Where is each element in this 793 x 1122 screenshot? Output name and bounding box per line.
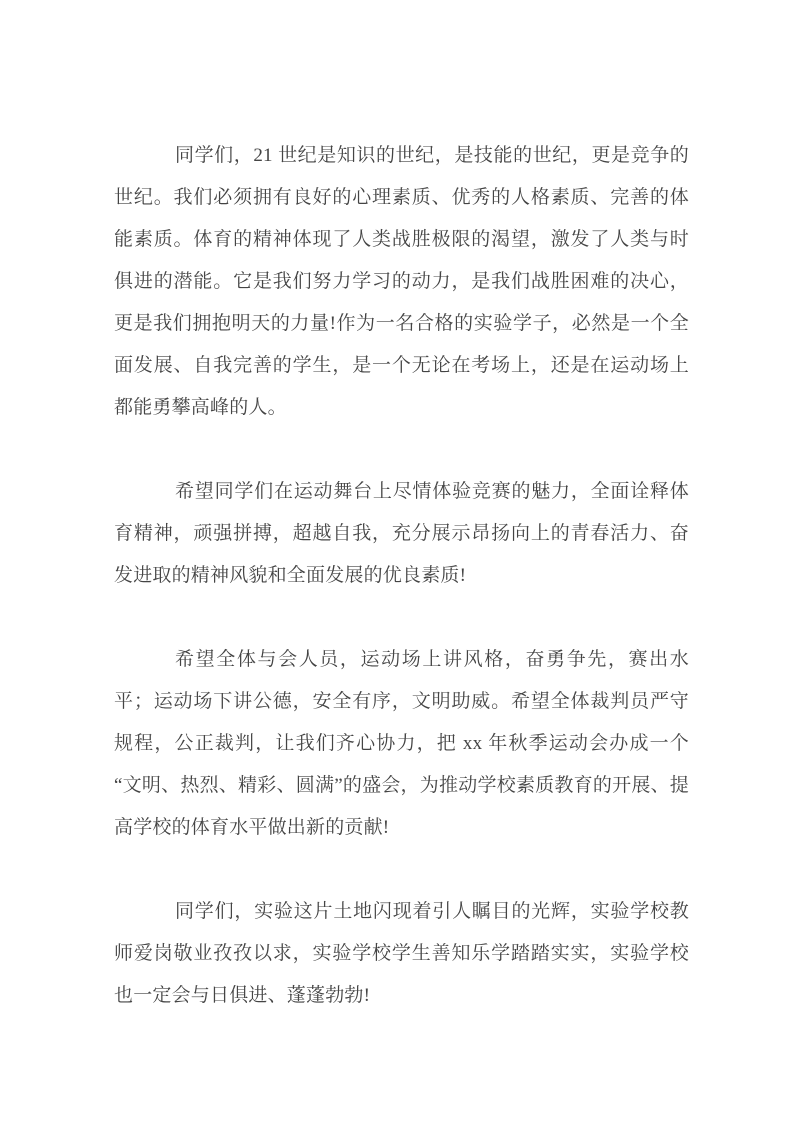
paragraph-4: 同学们，实验这片土地闪现着引人瞩目的光辉，实验学校教师爱岗敬业孜孜以求，实验学校学生善知乐学踏踏实实，实验学校也一定会与日俱进、蓬蓬勃勃! bbox=[114, 901, 689, 1006]
paragraph-1: 同学们，21 世纪是知识的世纪，是技能的世纪，更是竞争的世纪。我们必须拥有良好的心理素质、优秀的人格素质、完善的体能素质。体育的精神体现了人类战胜极限的渴望，激发了人类与时俱进的潜能。它是我们努力学习的动力，是我们战胜困难的决心，更是我们拥抱明天的力量!作为一名合格的实验学子，必然是一个全面发展、自我完善的学生，是一个无论在考场上，还是在运动场上都能勇攀高峰的人。 bbox=[114, 145, 689, 418]
paragraph-3: 希望全体与会人员，运动场上讲风格，奋勇争先，赛出水平；运动场下讲公德，安全有序，文明助威。希望全体裁判员严守规程，公正裁判，让我们齐心协力，把 xx 年秋季运动会办成一个“文明、热烈、精彩、圆满”的盛会，为推动学校素质教育的开展、提高学校的体育水平做出新的贡献! bbox=[114, 649, 689, 838]
paragraph-2: 希望同学们在运动舞台上尽情体验竞赛的魅力，全面诠释体育精神，顽强拼搏，超越自我，充分展示昂扬向上的青春活力、奋发进取的精神风貌和全面发展的优良素质! bbox=[114, 481, 689, 586]
document-body bbox=[114, 135, 689, 1017]
